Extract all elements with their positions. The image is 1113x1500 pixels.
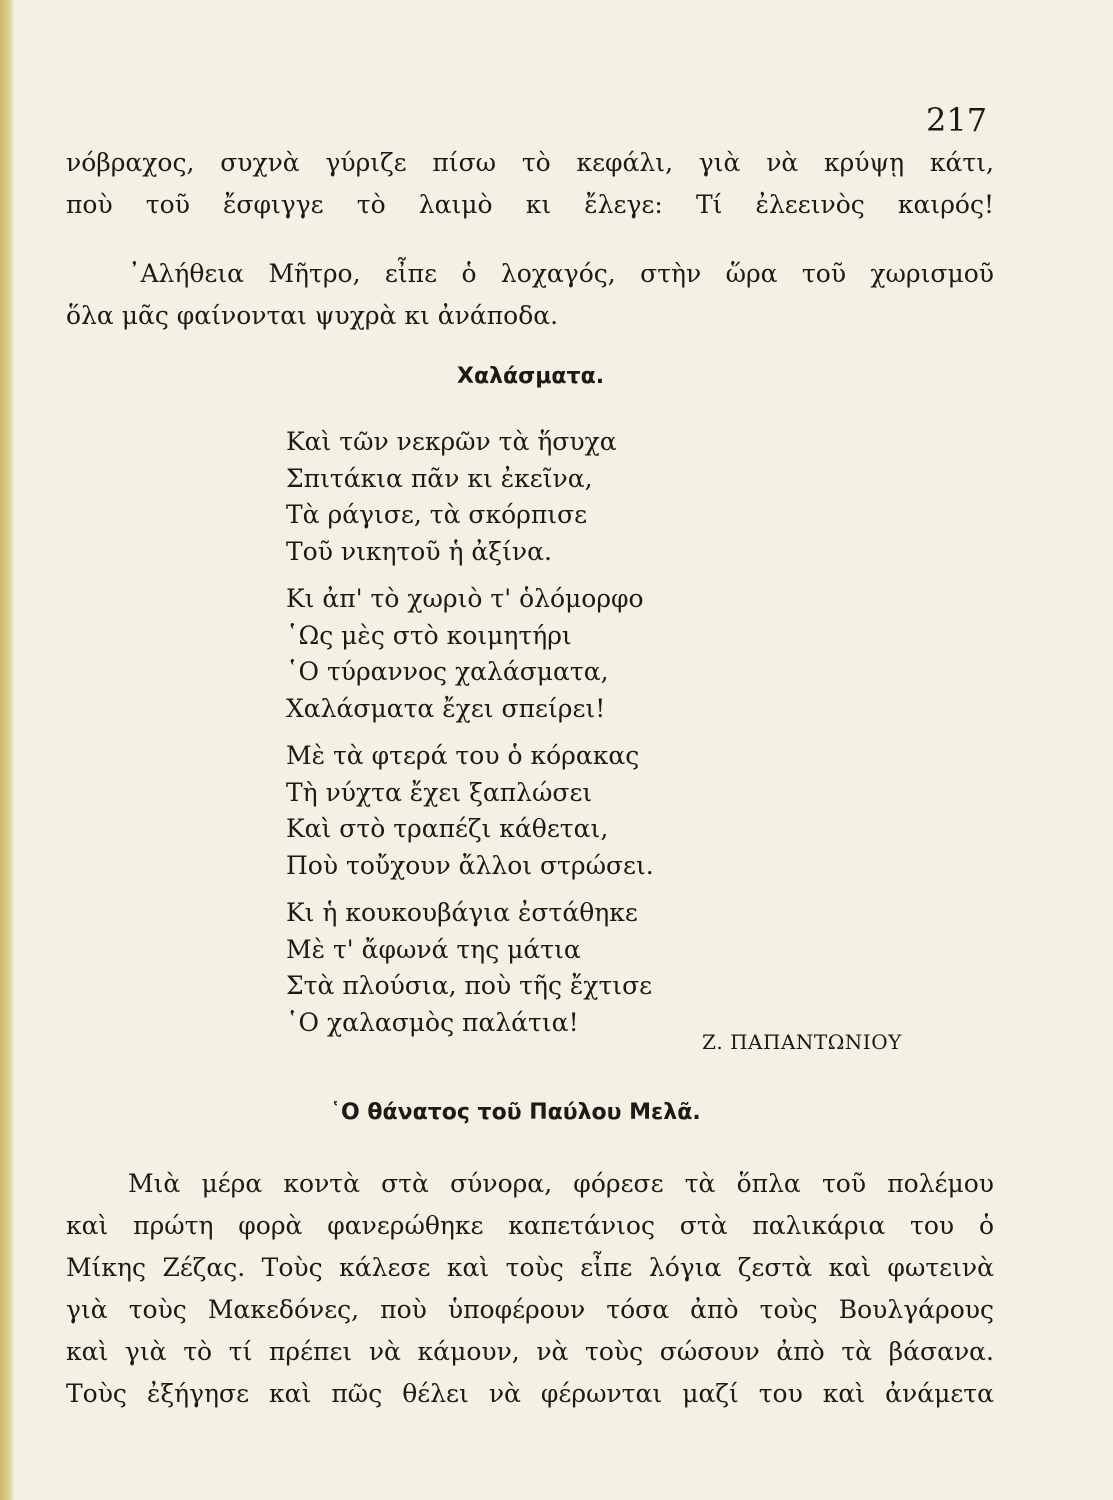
second-paragraph — [66, 253, 994, 337]
page-binding-edge — [0, 0, 14, 1500]
article-title: ῾Ο θάνατος τοῦ Παύλου Μελᾶ. — [330, 1100, 701, 1125]
poem — [286, 424, 654, 1052]
page-number: 217 — [926, 101, 988, 139]
poem-line: Μὲ τὰ φτερά του ὁ κόρακας — [286, 741, 640, 770]
top-paragraph — [66, 142, 994, 226]
text-line: γιὰ τοὺς Μακεδόνες, ποὺ ὑποφέρουν τόσα ἀπὸ τοὺς Βουλγάρους — [66, 1295, 994, 1324]
poem-line: Στὰ πλούσια, ποὺ τῆς ἔχτισε — [286, 971, 653, 1000]
poem-stanza — [286, 581, 654, 727]
poem-stanza — [286, 424, 654, 570]
poem-line: Σπιτάκια πᾶν κι ἐκεῖνα, — [286, 463, 593, 493]
text-line: Τοὺς ἐξήγησε καὶ πῶς θέλει νὰ φέρωνται μαζί του καὶ ἀνάμετα — [66, 1379, 994, 1408]
poem-line: Μὲ τ' ἄφωνά της μάτια — [286, 934, 581, 964]
text-line: καὶ πρώτη φορὰ φανερώθηκε καπετάνιος στὰ παλικάρια του ὁ — [66, 1211, 994, 1240]
text-line: καὶ γιὰ τὸ τί πρέπει νὰ κάμουν, νὰ τοὺς σώσουν ἀπὸ τὰ βάσανα. — [66, 1337, 994, 1366]
article-body — [66, 1163, 994, 1415]
poem-line: Κι ἡ κουκουβάγια ἐστάθηκε — [286, 898, 638, 927]
poem-line: Τὰ ράγισε, τὰ σκόρπισε — [286, 500, 588, 529]
poem-line: Τὴ νύχτα ἔχει ξαπλώσει — [286, 777, 593, 807]
text-line: Μίκης Ζέζας. Τοὺς κάλεσε καὶ τοὺς εἶπε λόγια ζεστὰ καὶ φωτεινὰ — [66, 1253, 994, 1282]
text-line: ποὺ τοῦ ἔσφιγγε τὸ λαιμὸ κι ἔλεγε: Τί ἐλεεινὸς καιρός! — [66, 190, 994, 219]
poem-line: ῾Ο τύραννος χαλάσματα, — [286, 657, 609, 686]
poem-stanza — [286, 895, 654, 1041]
poem-line: Τοῦ νικητοῦ ἡ ἀξίνα. — [286, 536, 552, 566]
text-line: Μιὰ μέρα κοντὰ στὰ σύνορα, φόρεσε τὰ ὅπλα τοῦ πολέμου — [128, 1169, 994, 1198]
poem-line: ῾Ως μὲς στὸ κοιμητήρι — [286, 620, 572, 650]
text-line: ὅλα μᾶς φαίνονται ψυχρὰ κι ἀνάποδα. — [66, 301, 559, 330]
poem-author: Ζ. ΠΑΠΑΝΤΩΝΙΟΥ — [702, 1030, 902, 1054]
poem-line: Ποὺ τοὔχουν ἄλλοι στρώσει. — [286, 850, 654, 880]
poem-line: Καὶ στὸ τραπέζι κάθεται, — [286, 814, 609, 843]
text-line: ᾿Αλήθεια Μῆτρο, εἶπε ὁ λοχαγός, στὴν ὥρα τοῦ χωρισμοῦ — [128, 259, 994, 288]
poem-line: ῾Ο χαλασμὸς παλάτια! — [286, 1007, 579, 1037]
poem-title: Χαλάσματα. — [457, 364, 605, 389]
poem-line: Χαλάσματα ἔχει σπείρει! — [286, 693, 606, 723]
text-line: νόβραχος, συχνὰ γύριζε πίσω τὸ κεφάλι, γιὰ νὰ κρύψῃ κάτι, — [66, 148, 994, 177]
poem-line: Καὶ τῶν νεκρῶν τὰ ἥσυχα — [286, 427, 617, 456]
poem-stanza — [286, 738, 654, 884]
poem-line: Κι ἀπ' τὸ χωριὸ τ' ὁλόμορφο — [286, 584, 644, 613]
